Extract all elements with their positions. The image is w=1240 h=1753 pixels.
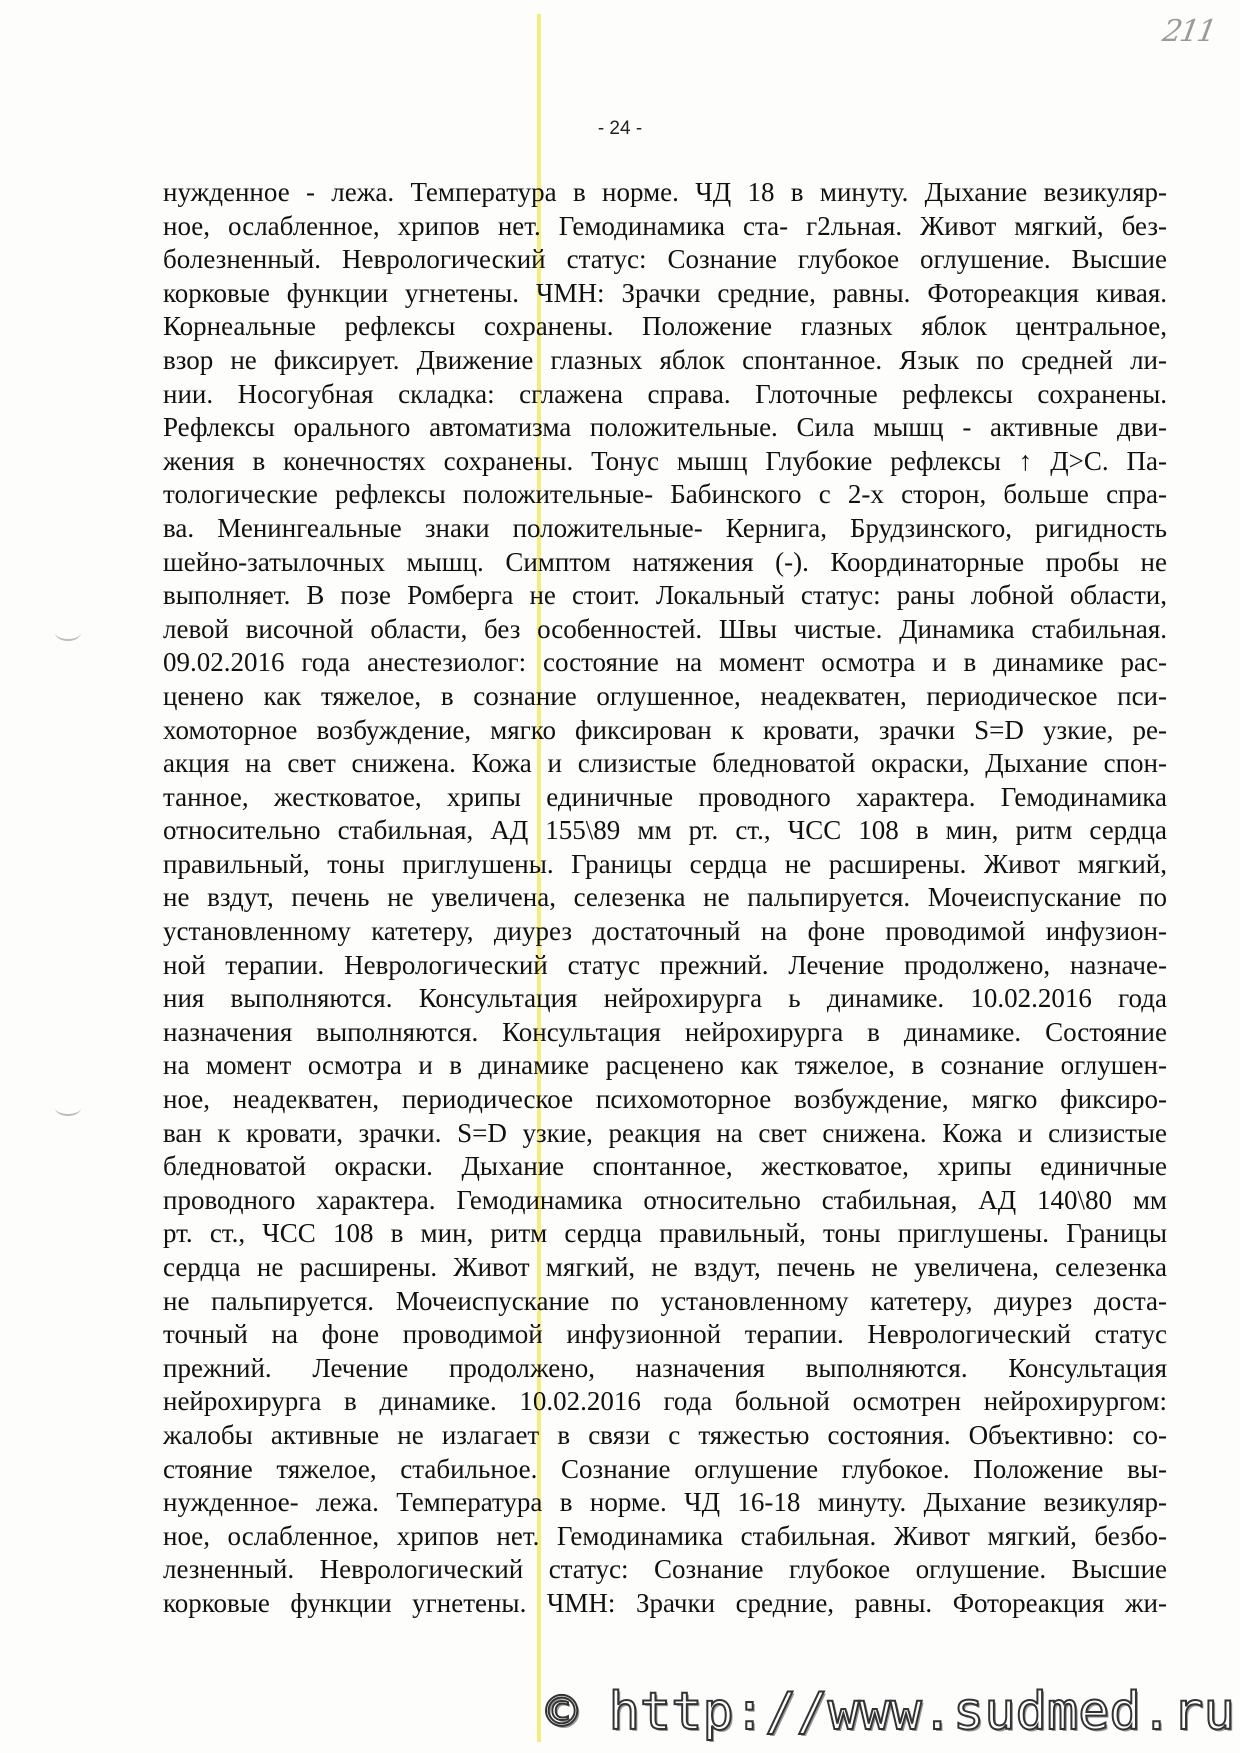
text-line: акция на свет снижена. Кожа и слизистые бледноватой окраски, Дыхание спон- [163, 748, 1167, 779]
page-number: - 24 - [597, 118, 643, 139]
text-line: не пальпируется. Мочеиспускание по установленному катетеру, диурез доста- [163, 1285, 1167, 1316]
text-line: нужденное- лежа. Температура в норме. ЧД 16-18 минуту. Дыхание везикуляр- [163, 1487, 1167, 1518]
text-line: нужденное - лежа. Температура в норме. ЧД 18 в минуту. Дыхание везикуляр- [163, 177, 1167, 207]
text-line: нии. Носогубная складка: сглажена справа. Глоточные рефлексы сохранены. [163, 378, 1167, 409]
text-line: ния выполняются. Консультация нейрохирурга ь динамике. 10.02.2016 года [163, 983, 1167, 1014]
text-line: ценено как тяжелое, в сознание оглушенное, неадекватен, периодическое пси- [163, 680, 1167, 711]
text-line: бледноватой окраски. Дыхание спонтанное, жестковатое, хрипы единичные [163, 1151, 1167, 1182]
text-line: корковые функции угнетены. ЧМН: Зрачки средние, равны. Фотореакция жи- [163, 1587, 1167, 1618]
punch-hole-mark [55, 1100, 81, 1116]
text-line: взор не фиксирует. Движение глазных яблок спонтанное. Язык по средней ли- [163, 344, 1167, 375]
text-line: Рефлексы орального автоматизма положительные. Сила мышц - активные дви- [163, 412, 1167, 443]
text-line: 09.02.2016 года анестезиолог: состояние на момент осмотра и в динамике рас- [163, 647, 1167, 678]
text-line: ное, ослабленное, хрипов нет. Гемодинамика стабильная. Живот мягкий, безбо- [163, 1520, 1167, 1551]
text-line: не вздут, печень не увеличена, селезенка не пальпируется. Мочеиспускание по [163, 882, 1167, 913]
text-line: ной терапии. Неврологический статус прежний. Лечение продолжено, назначе- [163, 949, 1167, 980]
text-line: тологические рефлексы положительные- Бабинского с 2-х сторон, больше спра- [163, 479, 1167, 510]
text-line: относительно стабильная, АД 155\89 мм рт. ст., ЧСС 108 в мин, ритм сердца [163, 815, 1167, 846]
text-line: нейрохирурга в динамике. 10.02.2016 года больной осмотрен нейрохирургом: [163, 1386, 1167, 1417]
text-line: ное, неадекватен, периодическое психомоторное возбуждение, мягко фиксиро- [163, 1084, 1167, 1115]
text-line: Корнеальные рефлексы сохранены. Положение глазных яблок центральное, [163, 311, 1167, 342]
text-line: ва. Менингеальные знаки положительные- Кернига, Брудзинского, ригидность [163, 512, 1167, 543]
punch-hole-mark [55, 625, 81, 641]
text-line: выполняет. В позе Ромберга не стоит. Локальный статус: раны лобной области, [163, 580, 1167, 611]
text-line: рт. ст., ЧСС 108 в мин, ритм сердца правильный, тоны приглушены. Границы [163, 1218, 1167, 1249]
text-line: корковые функции угнетены. ЧМН: Зрачки средние, равны. Фотореакция кивая. [163, 277, 1167, 308]
text-line: правильный, тоны приглушены. Границы сердца не расширены. Живот мягкий, [163, 848, 1167, 879]
text-line: стояние тяжелое, стабильное. Сознание оглушение глубокое. Положение вы- [163, 1453, 1167, 1484]
text-line: сердца не расширены. Живот мягкий, не вздут, печень не увеличена, селезенка [163, 1252, 1167, 1282]
handwritten-page-note: 211 [1159, 14, 1218, 49]
text-line: шейно-затылочных мышц. Симптом натяжения (-). Координаторные пробы не [163, 546, 1167, 577]
text-line: болезненный. Неврологический статус: Сознание глубокое оглушение. Высшие [163, 244, 1167, 275]
text-line: жения в конечностях сохранены. Тонус мышц Глубокие рефлексы ↑ Д>С. Па- [163, 445, 1167, 476]
text-line: ное, ослабленное, хрипов нет. Гемодинамика ста- г2льная. Живот мягкий, без- [163, 210, 1167, 241]
body-text [163, 176, 1167, 1621]
watermark: © http://www.sudmed.ru [546, 1682, 1235, 1742]
text-line: назначения выполняются. Консультация нейрохирурга в динамике. Состояние [163, 1016, 1167, 1047]
text-line: левой височной области, без особенностей. Швы чистые. Динамика стабильная. [163, 613, 1167, 644]
text-line: жалобы активные не излагает в связи с тяжестью состояния. Объективно: со- [163, 1419, 1167, 1450]
text-line: точный на фоне проводимой инфузионной терапии. Неврологический статус [163, 1319, 1167, 1350]
text-line: ван к кровати, зрачки. S=D узкие, реакция на свет снижена. Кожа и слизистые [163, 1117, 1167, 1148]
text-line: установленному катетеру, диурез достаточный на фоне проводимой инфузион- [163, 916, 1167, 947]
text-line: проводного характера. Гемодинамика относительно стабильная, АД 140\80 мм [163, 1184, 1167, 1215]
text-line: хомоторное возбуждение, мягко фиксирован к кровати, зрачки S=D узкие, ре- [163, 714, 1167, 745]
text-line: лезненный. Неврологический статус: Сознание глубокое оглушение. Высшие [163, 1554, 1167, 1585]
text-line: на момент осмотра и в динамике расценено как тяжелое, в сознание оглушен- [163, 1050, 1167, 1081]
text-line: танное, жестковатое, хрипы единичные проводного характера. Гемодинамика [163, 781, 1167, 812]
text-line: прежний. Лечение продолжено, назначения выполняются. Консультация [163, 1352, 1167, 1383]
